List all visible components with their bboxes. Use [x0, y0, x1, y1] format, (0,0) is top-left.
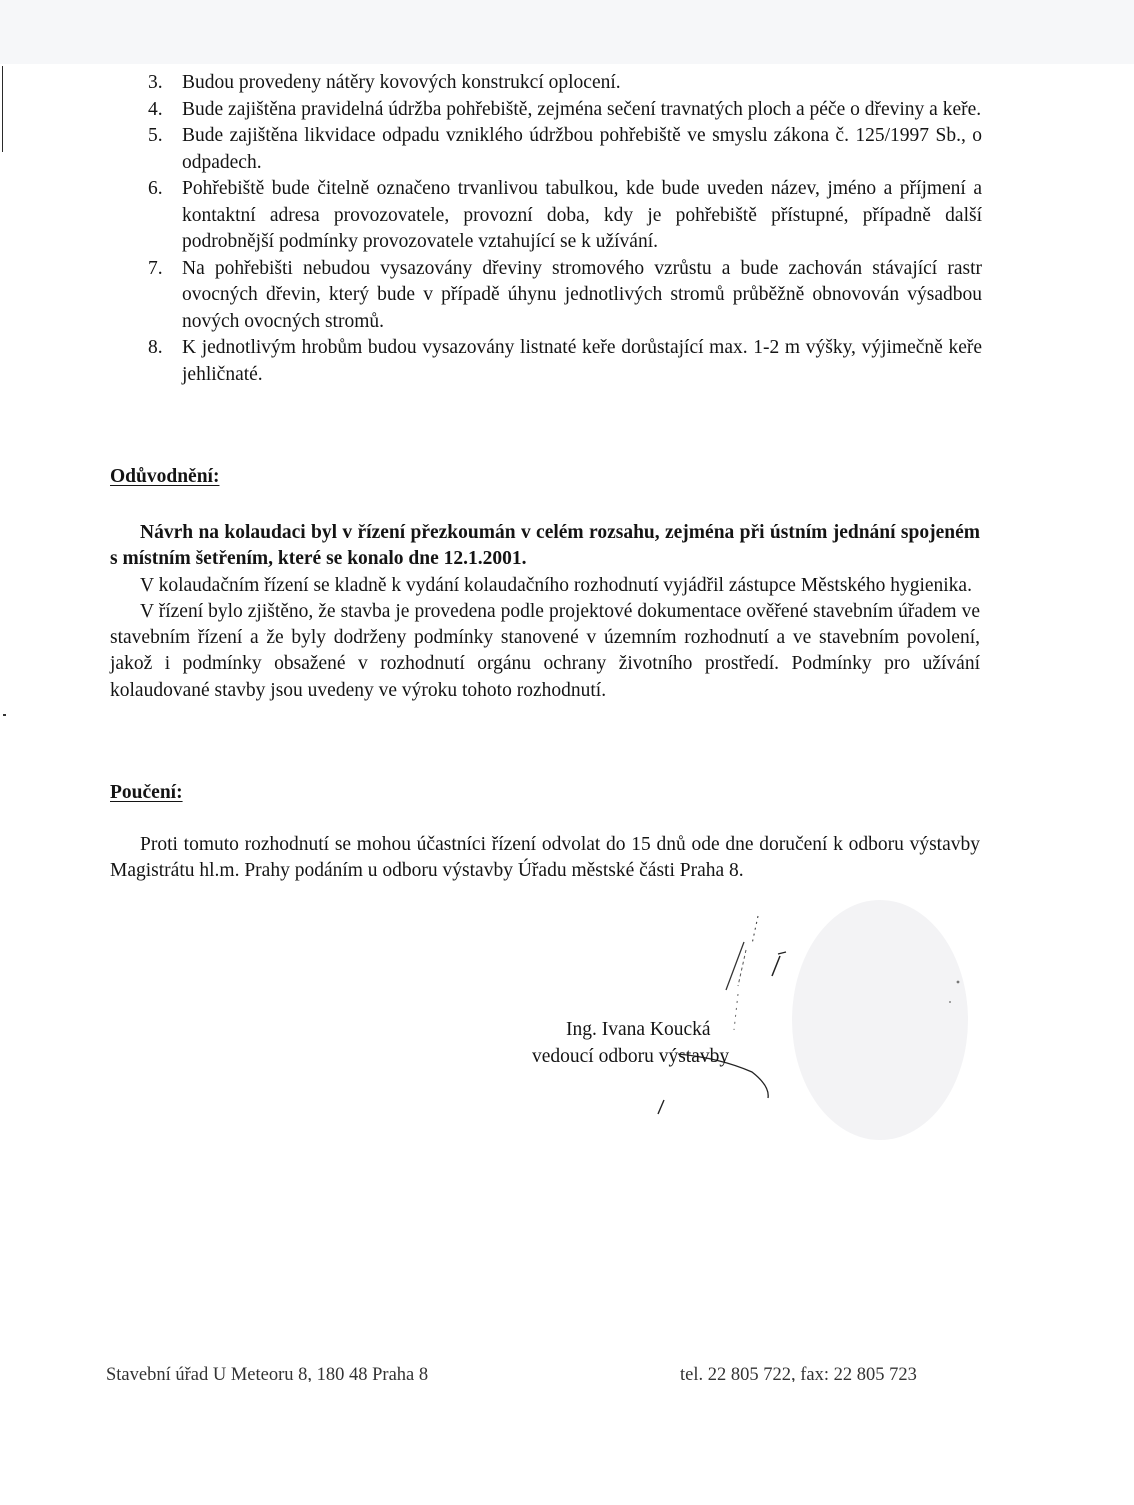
- condition-item: [110, 335, 982, 388]
- condition-item: [110, 256, 982, 336]
- oduvodneni-paragraph: V kolaudačním řízení se kladně k vydání kolaudačního rozhodnutí vyjádřil zástupce Městského hygienika.: [140, 574, 972, 596]
- oduvodneni-paragraph: Návrh na kolaudaci byl v řízení přezkoumán v celém rozsahu, zejména při ústním jednání spojeném s místním šetřením, které se konalo dne 12.1.2001.: [110, 522, 980, 570]
- pouceni-paragraph: Proti tomuto rozhodnutí se mohou účastníci řízení odvolat do 15 dnů ode dne doručení k odboru výstavby Magistrátu hl.m. Prahy podáním u odboru výstavby Úřadu městské části Praha 8.: [110, 834, 980, 882]
- condition-item: [110, 176, 982, 256]
- condition-item: [110, 97, 982, 124]
- signatory-role: vedoucí odboru výstavby: [532, 1046, 730, 1067]
- condition-text: K jednotlivým hrobům budou vysazovány listnaté keře dorůstající max. 1-2 m výšky, výjimečně keře jehličnaté.: [182, 337, 982, 385]
- condition-text: Budou provedeny nátěry kovových konstrukcí oplocení.: [182, 72, 621, 93]
- condition-text: Pohřebiště bude čitelně označeno trvanlivou tabulkou, kde bude uveden název, jméno a příjmení a kontaktní adresa provozovatele, provozní doba, kdy je pohřebiště přístupné, případně další podrobnější podmínky provozovatele vztahující se k užívání.: [182, 178, 982, 252]
- condition-number: 4.: [148, 98, 163, 120]
- oduvodneni-paragraph: V řízení bylo zjištěno, že stavba je provedena podle projektové dokumentace ověřené stavebním úřadem ve stavebním řízení a že byly dodrženy podmínky stanovené v územním rozhodnutí a ve stavebním povolení, jakož i podmínky obsažené v rozhodnutí orgánu ochrany životního prostředí. Podmínky pro užívání kolaudované stavby jsou uvedeny ve výroku tohoto rozhodnutí.: [110, 600, 980, 701]
- condition-item: [110, 70, 982, 97]
- condition-text: Na pohřebišti nebudou vysazovány dřeviny stromového vzrůstu a bude zachován stávající rastr ovocných dřevin, který bude v případě úhynu jednotlivých stromů průběžně obnovován výsadbou nových ovocných stromů.: [182, 257, 982, 332]
- condition-number: 7.: [148, 257, 163, 279]
- footer-address: Stavební úřad U Meteoru 8, 180 48 Praha 8: [106, 1365, 429, 1382]
- oduvodneni-section: [110, 520, 980, 704]
- condition-number: 5.: [148, 125, 163, 146]
- condition-number: 6.: [148, 178, 163, 199]
- condition-text: Bude zajištěna likvidace odpadu vzniklého údržbou pohřebiště ve smyslu zákona č. 125/1997 Sb., o odpadech.: [182, 125, 982, 173]
- handwritten-signature: [640, 910, 800, 1120]
- signatory-name: Ing. Ivana Koucká: [566, 1019, 711, 1040]
- footer-contact: tel. 22 805 722, fax: 22 805 723: [680, 1365, 917, 1382]
- pouceni-heading: Poučení:: [110, 782, 183, 803]
- condition-number: 8.: [148, 337, 163, 358]
- pouceni-section: [110, 832, 980, 885]
- condition-item: [110, 123, 982, 176]
- condition-number: 3.: [148, 72, 163, 93]
- condition-text: Bude zajištěna pravidelná údržba pohřebiště, zejména sečení travnatých ploch a péče o dřeviny a keře.: [182, 98, 982, 120]
- conditions-list: [110, 70, 982, 388]
- oduvodneni-heading: Odůvodnění:: [110, 466, 220, 487]
- signature-block: [510, 1016, 810, 1070]
